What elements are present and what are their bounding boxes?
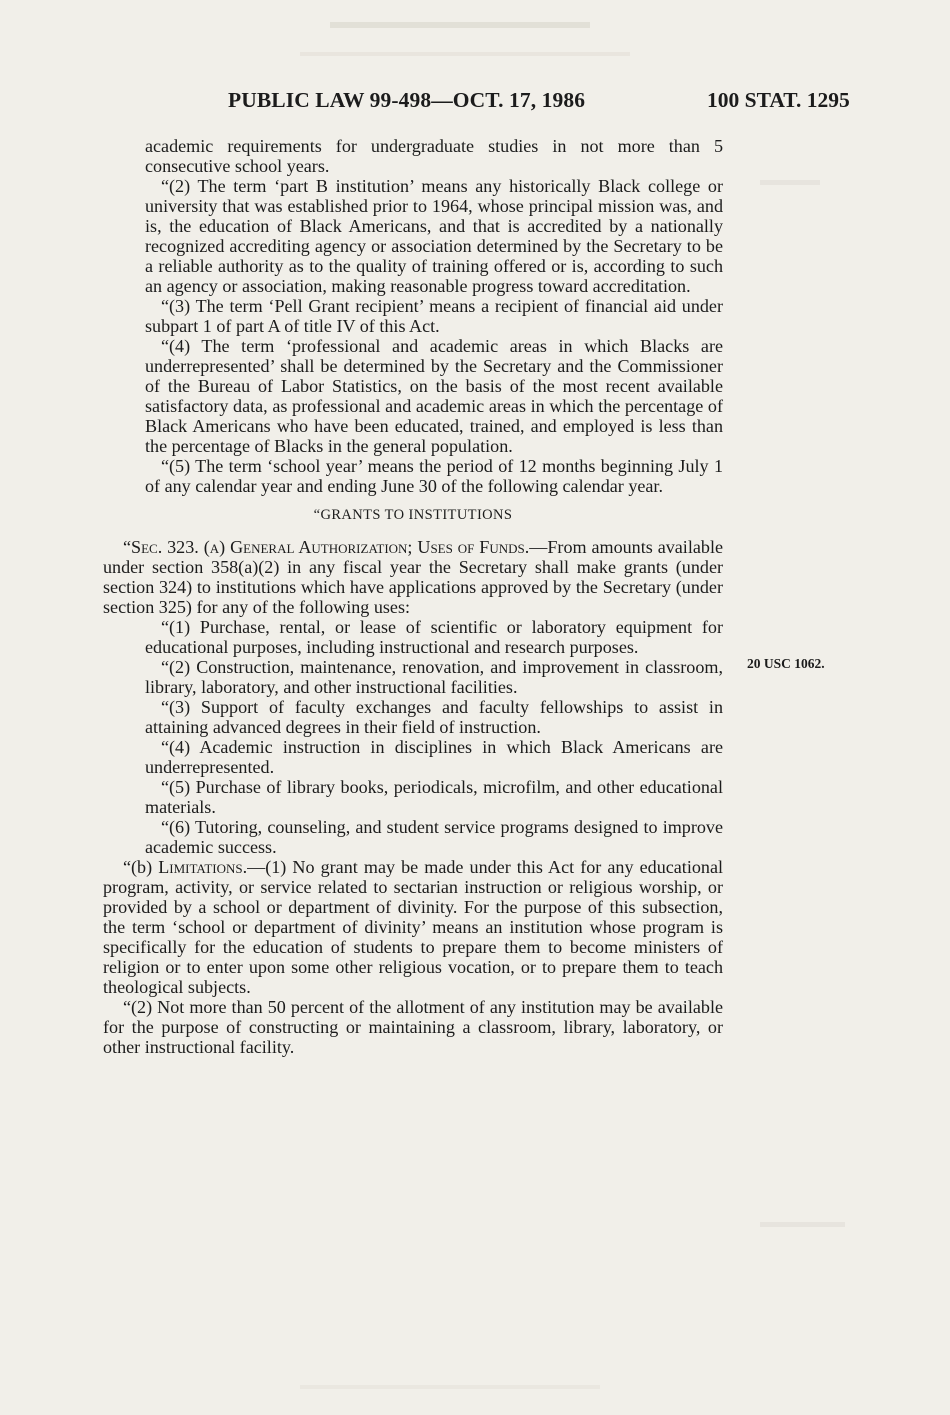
limitations-lead: “(b) <box>123 857 159 877</box>
use-4: “(4) Academic instruction in disciplines in which Black Americans are underrepresented. <box>145 737 723 777</box>
limitations-text: —(1) No grant may be made under this Act for any educational program, activity, or service related to sectarian instruction or religious worship, or provided by a school or department of divinity. For the purpose of this subsection, the term ‘school or department of divinity’ means an institution whose program is specifically for the education of students to prepare them to become ministers of religion or to enter upon some other religious vocation, or to prepare them to teach theological subjects. <box>103 857 724 997</box>
paragraph-continuation: academic requirements for undergraduate studies in not more than 5 consecutive school years. <box>145 136 723 176</box>
use-5: “(5) Purchase of library books, periodicals, microfilm, and other educational materials. <box>145 777 723 817</box>
use-1: “(1) Purchase, rental, or lease of scientific or laboratory equipment for educational purposes, including instructional and research purposes. <box>145 617 723 657</box>
use-6: “(6) Tutoring, counseling, and student service programs designed to improve academic success. <box>145 817 723 857</box>
section-323-paragraph <box>103 537 723 617</box>
limitations-2: “(2) Not more than 50 percent of the allotment of any institution may be available for the purpose of constructing or maintaining a classroom, library, laboratory, or other instructional facility. <box>103 997 723 1057</box>
page-number: 100 STAT. 1295 <box>707 88 850 112</box>
section-323-lead: “Sec. 323. (a) <box>123 537 231 557</box>
use-2: “(2) Construction, maintenance, renovation, and improvement in classroom, library, laboratory, and other instructional facilities. <box>145 657 723 697</box>
limitations-caption: Limitations. <box>158 857 248 877</box>
body-text <box>103 136 723 1057</box>
section-heading: “GRANTS TO INSTITUTIONS <box>313 507 513 523</box>
definition-4: “(4) The term ‘professional and academic areas in which Blacks are underrepresented’ shall be determined by the Secretary and the Commissioner of the Bureau of Labor Statistics, on the basis of the most recent available satisfactory data, as professional and academic areas in which the percentage of Black Americans who have been educated, trained, and employed is less than the percentage of Blacks in the general population. <box>145 336 723 456</box>
section-323-caption: General Authorization; Uses of Funds. <box>230 537 530 557</box>
limitations-paragraph <box>103 857 723 997</box>
use-3: “(3) Support of faculty exchanges and faculty fellowships to assist in attaining advanced degrees in their field of instruction. <box>145 697 723 737</box>
margin-citation: 20 USC 1062. <box>747 656 825 671</box>
running-head-title: PUBLIC LAW 99-498—OCT. 17, 1986 <box>228 88 586 112</box>
definition-3: “(3) The term ‘Pell Grant recipient’ means a recipient of financial aid under subpart 1 of part A of title IV of this Act. <box>145 296 723 336</box>
section-323-text: —From amounts available under section 358(a)(2) in any fiscal year the Secretary shall make grants (under section 324) to institutions which have applications approved by the Secretary (under section 325) for any of the following uses: <box>103 537 724 617</box>
definition-5: “(5) The term ‘school year’ means the period of 12 months beginning July 1 of any calendar year and ending June 30 of the following calendar year. <box>145 456 723 496</box>
definition-2: “(2) The term ‘part B institution’ means any historically Black college or university that was established prior to 1964, whose principal mission was, and is, the education of Black Americans, and that is accredited by a nationally recognized accrediting agency or association determined by the Secretary to be a reliable authority as to the quality of training offered or is, according to such an agency or association, making reasonable progress toward accreditation. <box>145 176 723 296</box>
